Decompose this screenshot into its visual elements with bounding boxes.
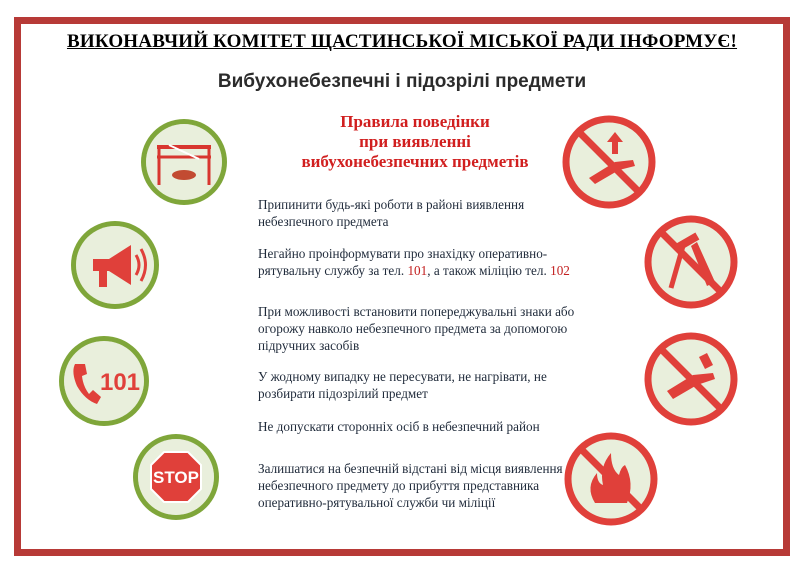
no-moving-object-icon (559, 112, 659, 212)
rules-title-line2: при виявленні (359, 132, 471, 151)
barrier-tape-icon (139, 117, 229, 207)
rule-inform-text-2: , а також міліцію тел. (427, 263, 551, 278)
megaphone-icon (69, 219, 161, 311)
no-tools-icon (641, 212, 741, 312)
rules-title-line1: Правила поведінки (340, 112, 490, 131)
rule-safe-distance: Залишатися на безпечній відстані від місця виявлення небезпечного предмету до прибуття представника оперативно-рятувальної служби чи міліції (258, 461, 563, 510)
rescue-phone-number: 101 (407, 263, 428, 278)
no-fire-icon (561, 429, 661, 529)
emergency-phone-icon (57, 334, 151, 428)
no-shells-icon (641, 329, 741, 429)
stop-sign-icon (131, 432, 221, 522)
stop-sign-text: STOP (153, 468, 199, 487)
poster-subtitle: Вибухонебезпечні і підозрілі предмети (217, 71, 587, 92)
rule-inform-text-1: Негайно проінформувати про знахідку оперативно-рятувальну службу за тел. (258, 246, 548, 278)
rule-inform-services (258, 245, 578, 279)
poster-frame (14, 17, 790, 556)
rule-stop-work: Припинити будь-які роботи в районі виявлення небезпечного предмета (258, 197, 525, 229)
police-phone-number: 102 (550, 263, 570, 278)
emergency-number-label: 101 (99, 369, 141, 396)
rules-title-line3: вибухонебезпечних предметів (301, 152, 529, 171)
rule-do-not-touch: У жодному випадку не пересувати, не нагрівати, не розбирати підозрілий предмет (258, 369, 547, 401)
rules-title (255, 112, 575, 172)
poster-header: ВИКОНАВЧИЙ КОМІТЕТ ЩАСТИНСЬКОЇ МІСЬКОЇ РАДИ ІНФОРМУЄ! (66, 31, 738, 52)
rule-keep-away-strangers: Не допускати сторонніх осіб в небезпечний район (258, 419, 540, 434)
rule-install-signs: При можливості встановити попереджувальні знаки або огорожу навколо небезпечного предмета за допомогою підручних засобів (258, 304, 575, 353)
